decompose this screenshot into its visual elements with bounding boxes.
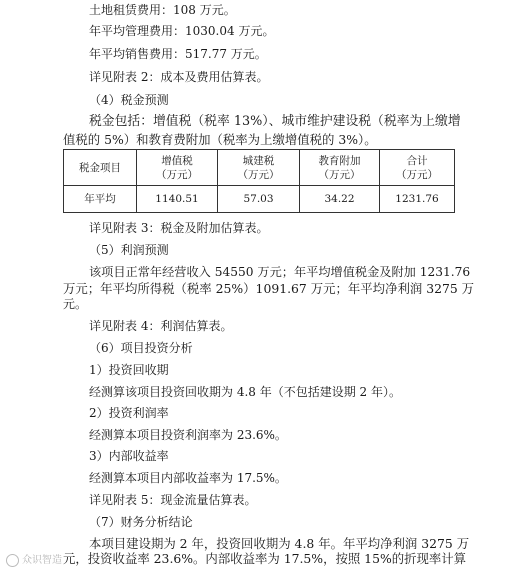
text-line: 税金包括：增值税（税率 13%）、城市维护建设税（税率为上缴增 <box>89 114 461 129</box>
text-line: 经测算本项目投资利润率为 23.6%。 <box>89 428 287 442</box>
watermark-text: 众识智造 <box>22 555 62 566</box>
table-header-row <box>64 150 455 186</box>
subsection-heading: 2）投资利润率 <box>89 406 169 420</box>
text-line: 年平均管理费用：1030.04 万元。 <box>89 24 275 38</box>
watermark <box>6 551 62 567</box>
text-line: 本项目建设期为 2 年，投资回收期为 4.8 年。年平均净利润 3275 万 <box>89 536 470 551</box>
text-line: 详见附表 5：现金流量估算表。 <box>89 493 257 507</box>
text-line: 年平均销售费用：517.77 万元。 <box>89 47 267 61</box>
table-cell: 1140.51 <box>137 186 218 213</box>
text-line: 元。 <box>63 297 88 311</box>
text-line: 详见附表 3：税金及附加估算表。 <box>89 221 269 235</box>
section-heading: （4）税金预测 <box>89 93 169 107</box>
text-line: 该项目正常年经营收入 54550 万元；年平均增值税金及附加 1231.76 <box>89 265 471 279</box>
subsection-heading: 1）投资回收期 <box>89 363 169 377</box>
subsection-heading: 3）内部收益率 <box>89 449 169 463</box>
table-cell: 年平均 <box>64 186 137 213</box>
table-header-cell: 教育附加 （万元） <box>300 150 380 186</box>
table-cell: 34.22 <box>300 186 380 213</box>
tax-table <box>63 149 455 213</box>
text-line: 经测算该项目投资回收期为 4.8 年（不包括建设期 2 年）。 <box>89 385 401 399</box>
table-row <box>64 186 455 213</box>
text-line: 详见附表 4：利润估算表。 <box>89 319 233 333</box>
table-header-cell: 增值税 （万元） <box>137 150 218 186</box>
watermark-logo-icon <box>6 554 19 567</box>
text-line: 土地租赁费用：108 万元。 <box>89 3 236 17</box>
table-header-cell: 城建税 （万元） <box>218 150 300 186</box>
text-line: 经测算本项目内部收益率为 17.5%。 <box>89 471 287 485</box>
section-heading: （6）项目投资分析 <box>89 341 193 355</box>
table-header-cell: 合计 （万元） <box>380 150 455 186</box>
table-cell: 57.03 <box>218 186 300 213</box>
table-header-cell: 税金项目 <box>64 150 137 186</box>
text-line: 详见附表 2：成本及费用估算表。 <box>89 70 269 84</box>
section-heading: （5）利润预测 <box>89 243 169 257</box>
text-line: 值税的 5%）和教育费附加（税率为上缴增值税的 3%）。 <box>63 132 377 147</box>
text-line: 万元；年平均所得税（税率 25%）1091.67 万元；年平均净利润 3275 万 <box>63 281 475 296</box>
text-line: 元，投资收益率 23.6%。内部收益率为 17.5%，按照 15%的折现率计算 <box>63 551 467 566</box>
section-heading: （7）财务分析结论 <box>89 515 193 529</box>
table-cell: 1231.76 <box>380 186 455 213</box>
